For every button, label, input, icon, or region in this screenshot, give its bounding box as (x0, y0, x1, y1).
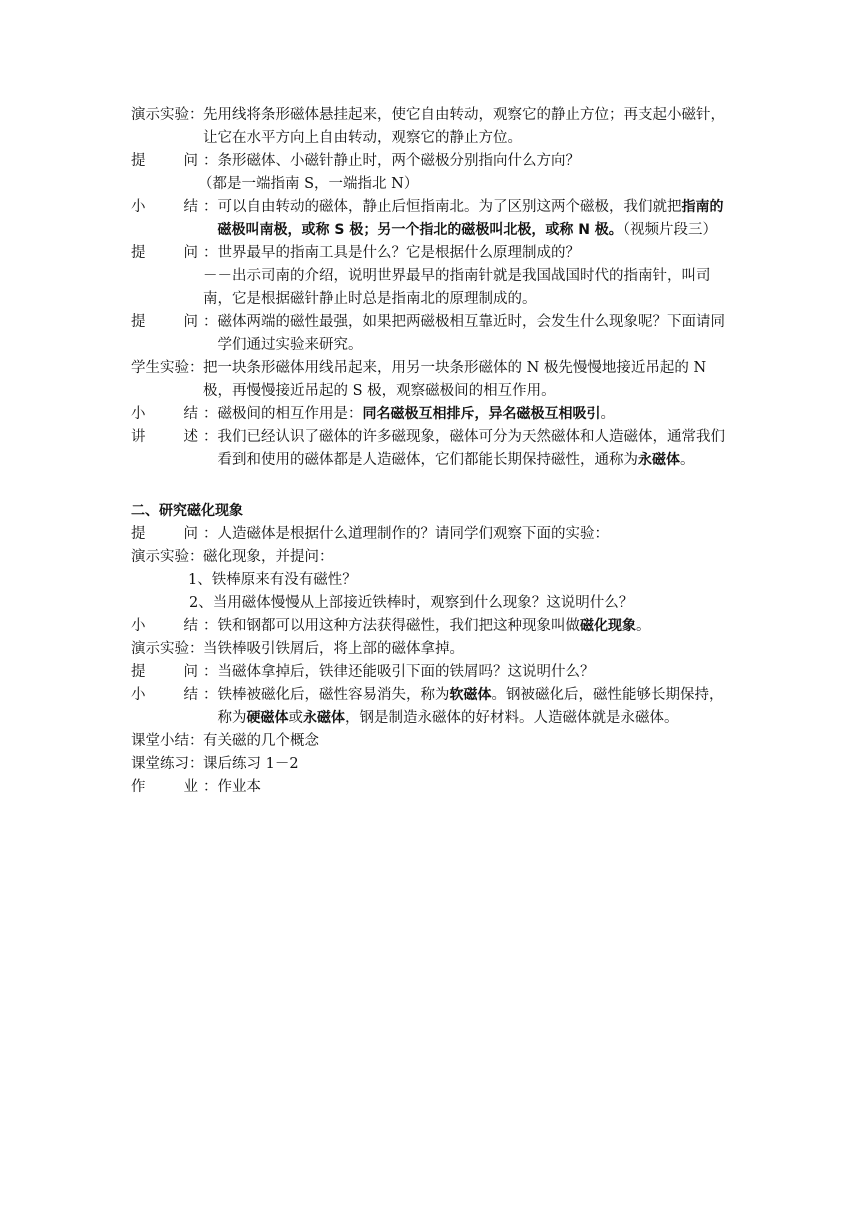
homework-text: 作业本 (217, 779, 261, 795)
demo-experiment-entry (131, 546, 736, 569)
class-summary-entry (131, 730, 736, 753)
list-item: 1、铁棒原来有没有磁性？ (188, 572, 357, 588)
permanent-magnet-bold: 永磁体 (638, 452, 680, 468)
question-entry: 提 问 ： 磁体两端的磁性最强，如果把两磁极相互靠近时，会发生什么现象呢？下面请同学们通过实验来研究。 (131, 311, 736, 357)
demo-experiment-entry (131, 104, 736, 150)
class-practice-text: 课后练习 1－2 (203, 756, 299, 772)
question-text: 当磁体拿掉后，铁律还能吸引下面的铁屑吗？这说明什么？ (217, 664, 595, 680)
homework-label: 作 业 (131, 779, 198, 795)
homework-entry: 作 业 ： 作业本 (131, 776, 736, 799)
summary-label: 小 结 (131, 406, 198, 422)
question-label: 提 问 (131, 526, 198, 542)
permanent-magnet-bold: 永磁体 (303, 710, 345, 726)
summary-label: 小 结 (131, 618, 198, 634)
answer-note: （都是一端指南 S，一端指北 N） (198, 176, 419, 192)
question-entry: 提 问 ： 世界最早的指南工具是什么？它是根据什么原理制成的？ (131, 242, 736, 265)
demo-experiment-text: 当铁棒吸引铁屑后，将上部的磁体拿掉。 (203, 641, 464, 657)
summary-entry: 小 结 ： 可以自由转动的磁体，静止后恒指南北。为了区别这两个磁极，我们就把指南的磁极叫南极，或称 S 极；另一个指北的磁极叫北极，或称 N 极。（视频片段三） (131, 196, 736, 242)
summary-text: 磁极间的相互作用是：同名磁极互相排斥，异名磁极互相吸引。 (217, 406, 615, 422)
class-summary-label: 课堂小结： (131, 733, 204, 749)
compass-history-note: －－出示司南的介绍，说明世界最早的指南针就是我国战国时代的指南针，叫司南，它是根据磁针静止时总是指南北的原理制成的。 (203, 268, 711, 307)
summary-entry: 小 结 ： 磁极间的相互作用是：同名磁极互相排斥，异名磁极互相吸引。 (131, 403, 736, 426)
pole-definition-bold: 指南的磁极叫南极，或称 S 极；另一个指北的磁极叫北极，或称 N 极。 (217, 199, 724, 238)
soft-magnet-bold: 软磁体 (449, 687, 492, 703)
student-experiment-text: 把一块条形磁体用线吊起来，用另一块条形磁体的 N 极先慢慢地接近吊起的 N 极，再慢慢接近吊起的 S 极，观察磁极间的相互作用。 (203, 360, 707, 399)
summary-label: 小 结 (131, 687, 198, 703)
lecture-entry: 讲 述 ： 我们已经认识了磁体的许多磁现象，磁体可分为天然磁体和人造磁体，通常我们看到和使用的磁体都是人造磁体，它们都能长期保持磁性，通称为永磁体。 (131, 426, 736, 472)
demo-experiment-label: 演示实验： (131, 107, 204, 123)
magnetization-bold: 磁化现象 (580, 618, 636, 634)
question-text: 人造磁体是根据什么道理制作的？请同学们观察下面的实验： (217, 526, 609, 542)
question-entry: 提 问 ： 当磁体拿掉后，铁律还能吸引下面的铁屑吗？这说明什么？ (131, 661, 736, 684)
summary-text: 铁棒被磁化后，磁性容易消失，称为软磁体。钢被磁化后，磁性能够长期保持，称为硬磁体或永磁体，钢是制造永磁体的好材料。人造磁体就是永磁体。 (217, 687, 724, 726)
interaction-rule-bold: 同名磁极互相排斥，异名磁极互相吸引 (362, 406, 601, 422)
lecture-text: 我们已经认识了磁体的许多磁现象，磁体可分为天然磁体和人造磁体，通常我们看到和使用的磁体都是人造磁体，它们都能长期保持磁性，通称为永磁体。 (217, 429, 725, 468)
lecture-label: 讲 述 (131, 429, 198, 445)
student-experiment-label: 学生实验： (131, 360, 204, 376)
lesson-content (131, 104, 736, 799)
summary-entry: 小 结 ： 铁和钢都可以用这种方法获得磁性，我们把这种现象叫做磁化现象。 (131, 615, 736, 638)
class-practice-label: 课堂练习： (131, 756, 204, 772)
question-text: 世界最早的指南工具是什么？它是根据什么原理制成的？ (217, 245, 580, 261)
question-text: 磁体两端的磁性最强，如果把两磁极相互靠近时，会发生什么现象呢？下面请同学们通过实验来研究。 (217, 314, 725, 353)
student-experiment-entry (131, 357, 736, 403)
summary-entry: 小 结 ： 铁棒被磁化后，磁性容易消失，称为软磁体。钢被磁化后，磁性能够长期保持，称为硬磁体或永磁体，钢是制造永磁体的好材料。人造磁体就是永磁体。 (131, 684, 736, 730)
class-summary-text: 有关磁的几个概念 (203, 733, 319, 749)
question-entry: 提 问 ： 人造磁体是根据什么道理制作的？请同学们观察下面的实验： (131, 523, 736, 546)
question-entry: 提 问 ： 条形磁体、小磁针静止时，两个磁极分别指向什么方向？ (131, 150, 736, 173)
demo-experiment-text: 磁化现象，并提问： (203, 549, 334, 565)
question-label: 提 问 (131, 664, 198, 680)
section-title: 二、研究磁化现象 (131, 503, 243, 519)
demo-experiment-entry (131, 638, 736, 661)
demo-experiment-label: 演示实验： (131, 641, 204, 657)
demo-experiment-text: 先用线将条形磁体悬挂起来，使它自由转动，观察它的静止方位；再支起小磁针，让它在水平方向上自由转动，观察它的静止方位。 (203, 107, 725, 146)
hard-magnet-bold: 硬磁体 (246, 710, 289, 726)
demo-experiment-label: 演示实验： (131, 549, 204, 565)
question-text: 条形磁体、小磁针静止时，两个磁极分别指向什么方向？ (217, 153, 580, 169)
class-practice-entry (131, 753, 736, 776)
list-item: 2、当用磁体慢慢从上部接近铁棒时，观察到什么现象？这说明什么？ (189, 595, 634, 611)
question-label: 提 问 (131, 153, 198, 169)
summary-text: 可以自由转动的磁体，静止后恒指南北。为了区别这两个磁极，我们就把指南的磁极叫南极，或称 S 极；另一个指北的磁极叫北极，或称 N 极。（视频片段三） (217, 199, 724, 238)
question-label: 提 问 (131, 314, 198, 330)
summary-text: 铁和钢都可以用这种方法获得磁性，我们把这种现象叫做磁化现象。 (217, 618, 651, 634)
summary-label: 小 结 (131, 199, 198, 215)
question-label: 提 问 (131, 245, 198, 261)
